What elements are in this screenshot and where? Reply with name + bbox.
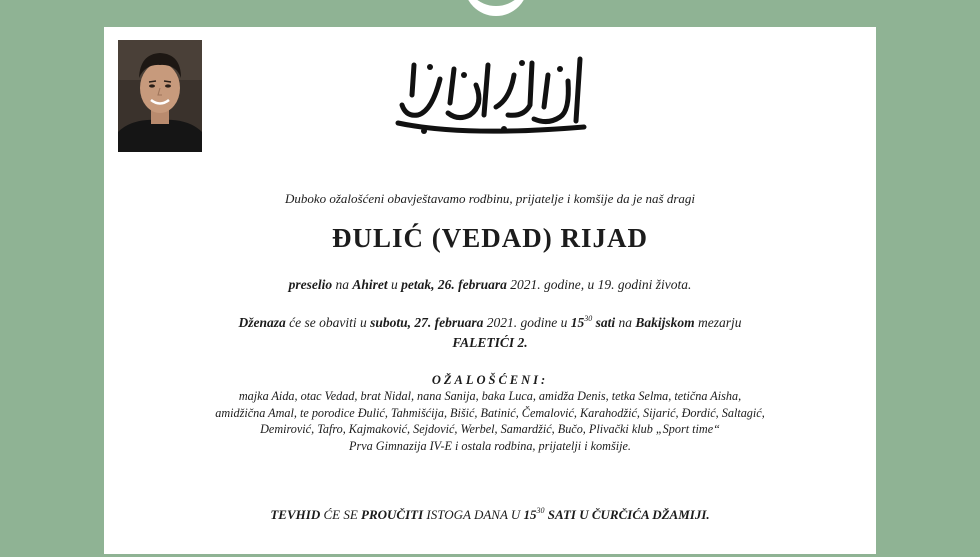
tevhid-notice <box>104 507 876 523</box>
tevhid-location: SATI U ČURČIĆA DŽAMIJI. <box>544 507 710 522</box>
mourners-heading: OŽALOŠĆENI: <box>431 373 549 387</box>
funeral-text-4: mezarju <box>694 315 742 330</box>
funeral-location: FALETIĆI 2. <box>452 335 528 350</box>
mourners-line: Prva Gimnazija IV-E i ostala rodbina, prijatelji i komšije. <box>349 438 631 453</box>
mourners-list <box>104 388 876 454</box>
passing-text-1: na <box>332 277 353 292</box>
passing-text-2: u <box>387 277 402 292</box>
funeral-word: Dženaza <box>238 315 286 330</box>
funeral-text-1: će se obaviti u <box>285 315 371 330</box>
obituary-card <box>104 27 876 554</box>
passing-word: preselio <box>288 277 333 292</box>
deceased-name: ĐULIĆ (VEDAD) RIJAD <box>332 223 648 253</box>
funeral-minutes: 30 <box>584 314 593 323</box>
mourners-line: majka Aida, otac Vedad, brat Nidal, nana Sanija, baka Luca, amidža Denis, tetka Selma, tetična Aisha, <box>238 389 742 403</box>
funeral-date: subotu, 27. februara <box>370 315 484 330</box>
mourners-line: Demirović, Tafro, Kajmaković, Sejdović, Werbel, Samardžić, Bučo, Plivački klub „Sport time“ <box>260 422 720 436</box>
funeral-hour: 15 <box>570 315 585 330</box>
passing-date: petak, 26. februara <box>401 277 507 292</box>
mourners-line: amidžična Amal, te porodice Đulić, Tahmišćija, Bišić, Batinić, Čemalović, Karahodžić, Sijarić, Đordić, Saltagić, <box>215 405 765 420</box>
intro-text: Duboko ožalošćeni obavještavamo rodbinu, prijatelje i komšije da je naš dragi <box>284 191 696 206</box>
passing-text-3: 2021. godine, u 19. godini života. <box>506 277 692 292</box>
funeral-notice <box>104 313 876 353</box>
passing-notice <box>104 277 876 293</box>
crescent-moon-icon <box>464 0 528 6</box>
arabic-calligraphy <box>384 45 604 145</box>
tevhid-hour: 15 <box>523 507 537 522</box>
funeral-cemetery: Bakijskom <box>635 315 695 330</box>
funeral-text-2: 2021. godine u <box>483 315 571 330</box>
tevhid-minutes: 30 <box>536 506 545 515</box>
tevhid-prouciti: PROUČITI <box>361 507 424 522</box>
funeral-text-3: na <box>615 315 636 330</box>
ahiret-word: Ahiret <box>352 277 388 292</box>
deceased-photo <box>118 40 202 152</box>
tevhid-text-2: ISTOGA DANA U <box>423 507 524 522</box>
funeral-sati: sati <box>592 315 616 330</box>
tevhid-text-1: ĆE SE <box>320 507 362 522</box>
tevhid-word: TEVHID <box>270 507 321 522</box>
